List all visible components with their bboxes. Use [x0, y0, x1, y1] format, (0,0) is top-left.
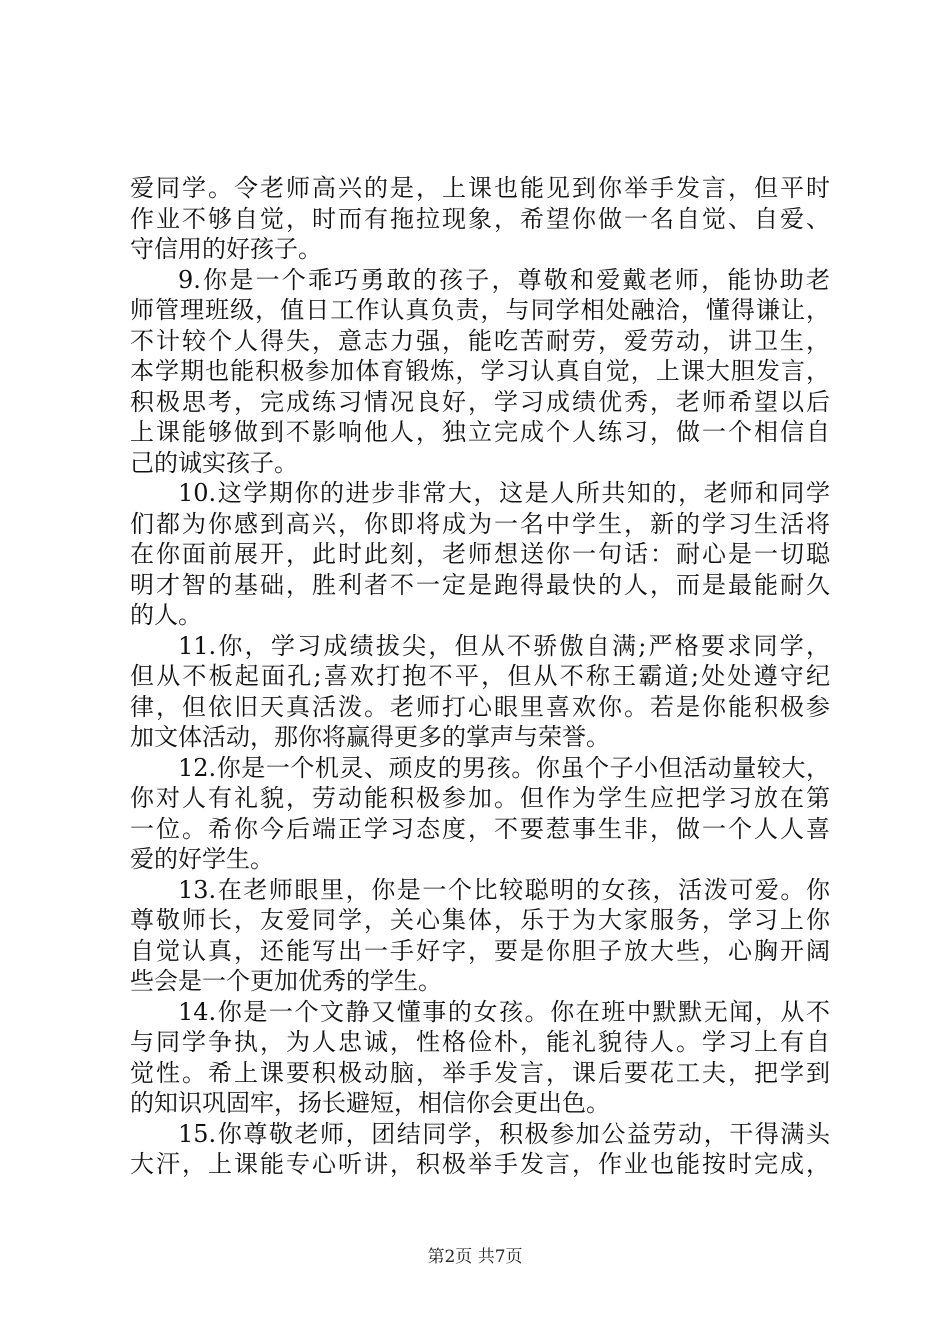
paragraph [130, 875, 830, 997]
text-line: 15.你尊敬老师，团结同学，积极参加公益劳动，干得满头 [178, 1119, 830, 1148]
text-line: 14.你是一个文静又懂事的女孩。你在班中默默无闻，从不 [178, 997, 830, 1026]
paragraph [130, 478, 830, 631]
text-line: 尊敬师长，友爱同学，关心集体，乐于为大家服务，学习上你 [130, 906, 830, 934]
paragraph [130, 631, 830, 753]
text-line: 作业不够自觉，时而有拖拉现象，希望你做一名自觉、自爱、 [130, 204, 830, 233]
text-line: 己的诚实孩子。 [130, 448, 298, 477]
text-line: 10.这学期你的进步非常大，这是人所共知的，老师和同学 [178, 479, 830, 507]
text-line: 些会是一个更加优秀的学生。 [130, 967, 442, 995]
text-line: 但从不板起面孔;喜欢打抱不平，但从不称王霸道;处处遵守纪 [130, 662, 830, 690]
text-line: 13.在老师眼里，你是一个比较聪明的女孩，活泼可爱。你 [178, 875, 830, 904]
text-line: 自觉认真，还能写出一手好字，要是你胆子放大些，心胸开阔 [130, 936, 830, 965]
text-line: 大汗，上课能专心听讲，积极举手发言，作业也能按时完成， [130, 1150, 830, 1178]
text-line: 与同学争执，为人忠诚，性格俭朴，能礼貌待人。学习上有自 [130, 1028, 830, 1056]
text-line: 上课能够做到不影响他人，独立完成个人练习，做一个相信自 [130, 418, 830, 446]
text-line: 的知识巩固牢，扬长避短，相信你会更出色。 [130, 1089, 610, 1117]
text-line: 不计较个人得失，意志力强，能吃苦耐劳，爱劳动，讲卫生， [130, 326, 830, 355]
text-line: 律，但依旧天真活泼。老师打心眼里喜欢你。若是你能积极参 [130, 692, 830, 721]
text-line: 觉性。希上课要积极动脑，举手发言，课后要花工夫，把学到 [130, 1058, 830, 1087]
text-line: 本学期也能积极参加体育锻炼，学习认真自觉，上课大胆发言， [130, 357, 830, 385]
text-line: 师管理班级，值日工作认真负责，与同学相处融洽，懂得谦让， [130, 296, 830, 324]
text-line: 们都为你感到高兴，你即将成为一名中学生，新的学习生活将 [130, 509, 830, 538]
text-line: 的人。 [130, 601, 202, 629]
text-line: 一位。希你今后端正学习态度，不要惹事生非，做一个人人喜 [130, 814, 830, 843]
text-line: 你对人有礼貌，劳动能积极参加。但作为学生应把学习放在第 [130, 784, 830, 812]
text-line: 爱同学。令老师高兴的是，上课也能见到你举手发言，但平时 [130, 174, 830, 202]
text-line: 明才智的基础，胜利者不一定是跑得最快的人，而是最能耐久 [130, 570, 830, 599]
text-line: 爱的好学生。 [130, 845, 274, 873]
text-line: 积极思考，完成练习情况良好，学习成绩优秀，老师希望以后 [130, 387, 830, 416]
page-footer: 第2页 共7页 [427, 1247, 523, 1267]
text-line: 11.你，学习成绩拔尖，但从不骄傲自满;严格要求同学， [178, 631, 830, 660]
paragraph [130, 173, 830, 265]
text-line: 12.你是一个机灵、顽皮的男孩。你虽个子小但活动量较大， [178, 753, 830, 782]
paragraph [130, 753, 830, 875]
text-line: 守信用的好孩子。 [130, 235, 322, 263]
paragraph [130, 1119, 830, 1180]
paragraph [130, 265, 830, 479]
paragraph [130, 997, 830, 1119]
text-line: 加文体活动，那你将赢得更多的掌声与荣誉。 [130, 723, 610, 751]
text-line: 9.你是一个乖巧勇敢的孩子，尊敬和爱戴老师，能协助老 [178, 265, 830, 294]
text-line: 在你面前展开，此时此刻，老师想送你一句话：耐心是一切聪 [130, 540, 830, 568]
document-body [130, 173, 830, 1180]
